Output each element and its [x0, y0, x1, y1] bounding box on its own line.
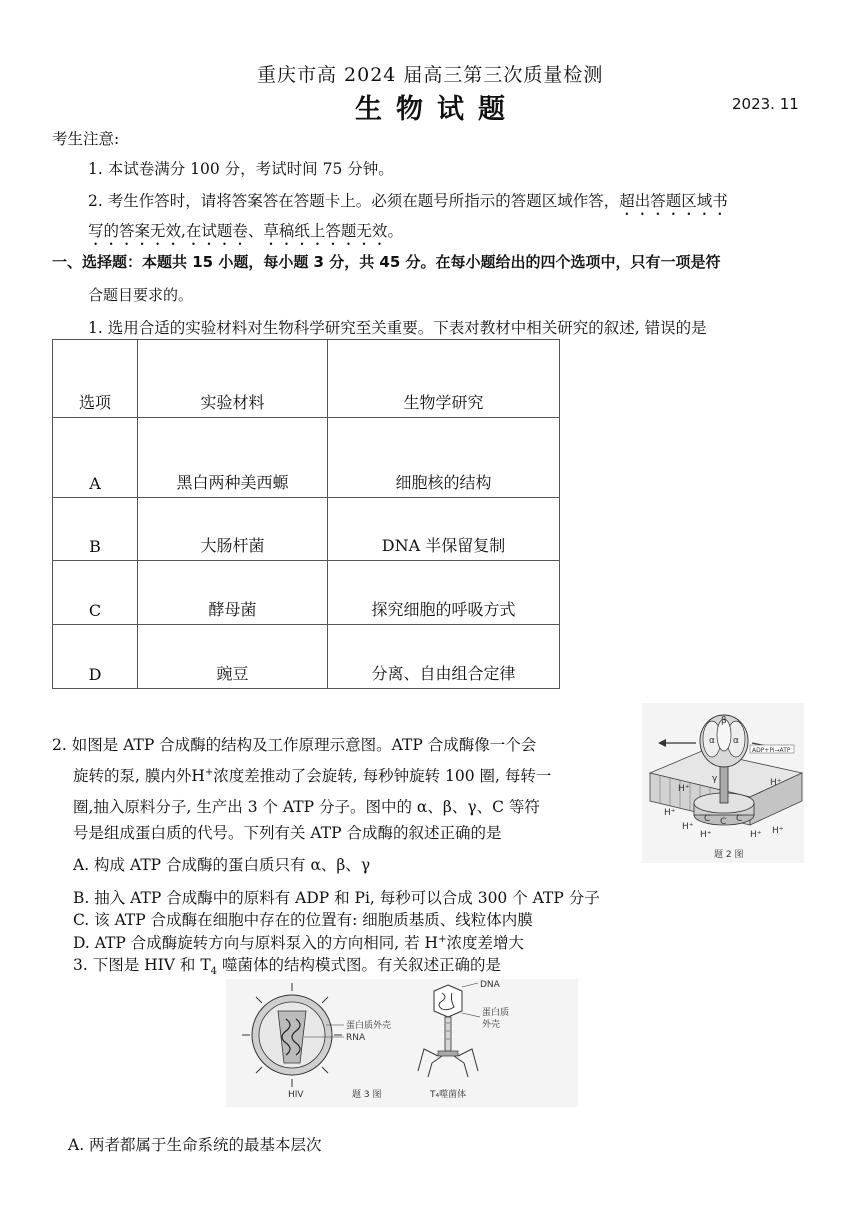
protein-coat-label: 外壳: [482, 1020, 501, 1030]
protein-coat-label: 蛋白质外壳: [346, 1021, 392, 1031]
table-cell: 细胞核的结构: [328, 418, 560, 498]
q3-stem: [73, 953, 501, 977]
notice-item-2-emphasis: 超出答题区域书: [619, 192, 728, 210]
table-cell: 豌豆: [138, 625, 328, 689]
table-cell: B: [53, 498, 138, 561]
table-cell: 分离、自由组合定律: [328, 625, 560, 689]
subject-title: 生物试题: [355, 94, 519, 125]
proton-label: H⁺: [664, 808, 676, 818]
t4-phage-label: T₄噬菌体: [430, 1090, 467, 1100]
c-subunit-label: C: [736, 814, 743, 824]
section1-line2: 合题目要求的。: [88, 286, 194, 304]
alpha-label: α: [733, 736, 739, 746]
proton-label: H⁺: [700, 830, 712, 840]
table-cell: 探究细胞的呼吸方式: [328, 561, 560, 625]
exam-title: 重庆市高 2024 届高三第三次质量检测: [257, 64, 604, 86]
table-cell: 黑白两种美西螈: [138, 418, 328, 498]
rna-label: RNA: [346, 1033, 366, 1043]
table-cell: C: [53, 561, 138, 625]
q2-line2: [73, 764, 551, 786]
table-cell: DNA 半保留复制: [328, 498, 560, 561]
exam-date: 2023. 11: [732, 95, 799, 113]
beta-label: β: [721, 716, 727, 726]
q2-line2-a: 旋转的泵, 膜内外H: [73, 767, 205, 785]
q3-stem-sub: 4: [210, 966, 218, 978]
q3-stem-b: 噬菌体的结构模式图。有关叙述正确的是: [217, 956, 501, 974]
table-cell: 酵母菌: [138, 561, 328, 625]
q2-option-b: B. 抽入 ATP 合成酶中的原料有 ADP 和 Pi, 每秒可以合成 300 个 ATP 分子: [73, 889, 600, 907]
figure-caption: 题 3 图: [352, 1090, 382, 1100]
section1-line1: 一、选择题：本题共 15 小题，每小题 3 分，共 45 分。在每小题给出的四个选项中，只有一项是符: [52, 253, 721, 271]
q2-option-d: [73, 931, 524, 953]
q3-stem-a: 3. 下图是 HIV 和 T: [73, 956, 211, 974]
table-cell: A: [53, 418, 138, 498]
q1-table: [52, 339, 560, 689]
c-subunit-label: C: [720, 817, 727, 827]
notice-heading: 考生注意:: [52, 130, 120, 148]
q2-line4: 号是组成蛋白质的代号。下列有关 ATP 合成酶的叙述正确的是: [73, 824, 502, 842]
table-header-cell: 实验材料: [138, 340, 328, 418]
q2-line2-b: 浓度差推动了会旋转, 每秒钟旋转 100 圈, 每转一: [213, 767, 552, 785]
notice-item-2-end: 。: [387, 222, 403, 240]
table-row: [53, 625, 560, 689]
dna-label: DNA: [480, 980, 500, 990]
proton-label: H⁺: [770, 778, 782, 788]
table-cell: D: [53, 625, 138, 689]
table-header-cell: 生物学研究: [328, 340, 560, 418]
hiv-label: HIV: [288, 1090, 304, 1100]
proton-label: H⁺: [682, 822, 694, 832]
atp-synthase-diagram: [642, 703, 804, 863]
proton-label: H⁺: [772, 826, 784, 836]
table-header-row: [53, 340, 560, 418]
virus-structure-figure: [226, 979, 578, 1107]
notice-item-1: 1. 本试卷满分 100 分，考试时间 75 分钟。: [88, 160, 394, 178]
q2-option-c: C. 该 ATP 合成酶在细胞中存在的位置有: 细胞质基质、线粒体内膜: [73, 911, 533, 929]
protein-coat-label: 蛋白质: [482, 1008, 510, 1018]
t4-phage-illustration: [418, 980, 509, 1100]
table-header-cell: 选项: [53, 340, 138, 418]
hiv-illustration: [242, 983, 391, 1100]
table-row: [53, 561, 560, 625]
figure-caption: 题 2 图: [714, 850, 744, 860]
table-row: [53, 418, 560, 498]
c-subunit-label: C: [704, 814, 711, 824]
notice-item-2-text: 2. 考生作答时，请将答案答在答题卡上。必须在题号所指示的答题区域作答，: [88, 192, 620, 210]
gamma-label: γ: [712, 774, 718, 784]
q2-option-a: A. 构成 ATP 合成酶的蛋白质只有 α、β、γ: [73, 856, 371, 874]
atp-synthase-figure: [642, 703, 804, 863]
notice-item-2: [88, 189, 728, 219]
notice-item-2-cont: [88, 219, 403, 249]
alpha-label: α: [709, 736, 715, 746]
atp-reaction-label: ADP+Pi→ATP: [752, 747, 791, 754]
proton-label: H⁺: [750, 830, 762, 840]
q1-stem: 1. 选用合适的实验材料对生物科学研究至关重要。下表对教材中相关研究的叙述, 错误的是: [88, 319, 707, 337]
q2-line1: 2. 如图是 ATP 合成酶的结构及工作原理示意图。ATP 合成酶像一个会: [52, 736, 537, 754]
q2-line3: 圈,抽入原料分子, 生产出 3 个 ATP 分子。图中的 α、β、γ、C 等符: [73, 798, 540, 816]
notice-item-2-emphasis-2: 写的答案无效,在试题卷、草稿纸上答题无效: [88, 222, 388, 240]
table-row: [53, 498, 560, 561]
table-cell: 大肠杆菌: [138, 498, 328, 561]
proton-label: H⁺: [678, 784, 690, 794]
q2-line2-sup: +: [204, 766, 214, 778]
q2-option-d-sup: +: [438, 933, 447, 945]
q3-option-a: A. 两者都属于生命系统的最基本层次: [68, 1136, 322, 1154]
virus-structure-diagram: [226, 979, 578, 1107]
q2-option-d-b: 浓度差增大: [446, 934, 524, 952]
q2-option-d-a: D. ATP 合成酶旋转方向与原料泵入的方向相同, 若 H: [73, 934, 439, 952]
